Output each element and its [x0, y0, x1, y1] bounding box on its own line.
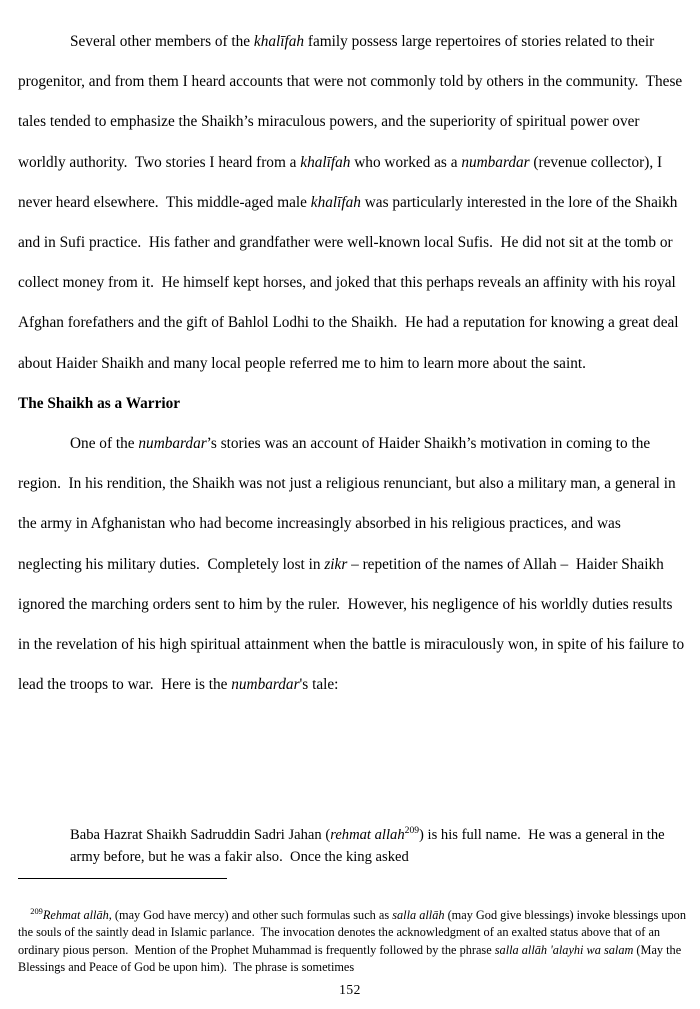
text-run: Several other members of the	[70, 33, 254, 50]
footnote-marker: 209	[30, 906, 43, 916]
page-number: 152	[339, 982, 361, 997]
text-run: family possess large repertoires of stories related to their progenitor, and from them I heard accounts that were not commonly told by others in the community. These tales tended to emphasize the Shaikh’s miraculous powers, and the superiority of spiritual power over worldly authority. Two stories I heard from a	[18, 33, 687, 171]
text-run: 's tale:	[299, 676, 339, 694]
italic-term: rehmat allah	[330, 827, 405, 843]
text-run: – repetition of the names of Allah – Haider Shaikh ignored the marching orders sent to him by the ruler. However, his negligence of his worldly duties results in the revelation of his high spiritual attainment when the battle is miraculously won, in spite of his failure to lead the troops to war. Here is the	[18, 555, 688, 694]
text-run: (may God give blessings) invoke blessings upon the souls of the saintly dead in Islamic parlance. The invocation denotes the acknowledgment of an exalted status above that of an ordinary pious person. Mention of the Prophet Muhammad is frequently followed by the phrase	[18, 907, 690, 957]
footnote-209	[18, 889, 690, 995]
body-text-area	[18, 22, 688, 705]
italic-term: salla allāh 'alayhi wa salam	[494, 942, 634, 957]
text-run: (May the Blessings and Peace of God be upon him). The phrase is sometimes	[18, 942, 685, 975]
footnote-text	[18, 908, 689, 975]
italic-term: zikr	[324, 555, 348, 573]
paragraph-2	[18, 424, 688, 705]
text-run: One of the	[70, 435, 139, 453]
italic-term: khalīfah	[300, 153, 351, 171]
italic-term: Rehmat allāh,	[42, 907, 112, 922]
block-quotation	[70, 825, 670, 868]
text-run: (may God have mercy) and other such formulas such as	[111, 907, 393, 922]
text-run: ) is his full name. He was a general in the army before, but he was a fakir also. Once the king asked	[70, 827, 669, 865]
text-run: (revenue collector), I never heard elsewhere. This middle-aged male	[18, 153, 666, 211]
footnote-separator-rule	[18, 878, 227, 879]
italic-term: numbardar	[461, 153, 530, 171]
text-run: who worked as a	[350, 153, 462, 171]
text-run: ’s stories was an account of Haider Shaikh’s motivation in coming to the region. In his rendition, the Shaikh was not just a religious renunciant, but also a military man, a general in the army in Afghanistan who had become increasingly absorbed in his religious practices, and was neglecting his military duties. Completely lost in	[18, 435, 680, 573]
footnote-reference: 209	[404, 825, 420, 837]
italic-term: numbardar	[138, 435, 207, 453]
italic-term: numbardar	[231, 676, 300, 694]
section-heading: The Shaikh as a Warrior	[18, 394, 181, 412]
paragraph-1	[18, 22, 685, 384]
italic-term: khalīfah	[253, 33, 305, 50]
text-run: Baba Hazrat Shaikh Sadruddin Sadri Jahan (	[70, 827, 331, 843]
text-run: was particularly interested in the lore of the Shaikh and in Sufi practice. His father and grandfather were well-known local Sufis. He did not sit at the tomb or collect money from it. He himself kept horses, and joked that this perhaps reveals an affinity with his royal Afghan forefathers and the gift of Bahlol Lodhi to the Shaikh. He had a reputation for knowing a great deal about Haider Shaikh and many local people referred me to him to learn more about the saint.	[18, 193, 683, 372]
italic-term: khalīfah	[310, 193, 361, 211]
italic-term: salla allāh	[392, 907, 445, 922]
